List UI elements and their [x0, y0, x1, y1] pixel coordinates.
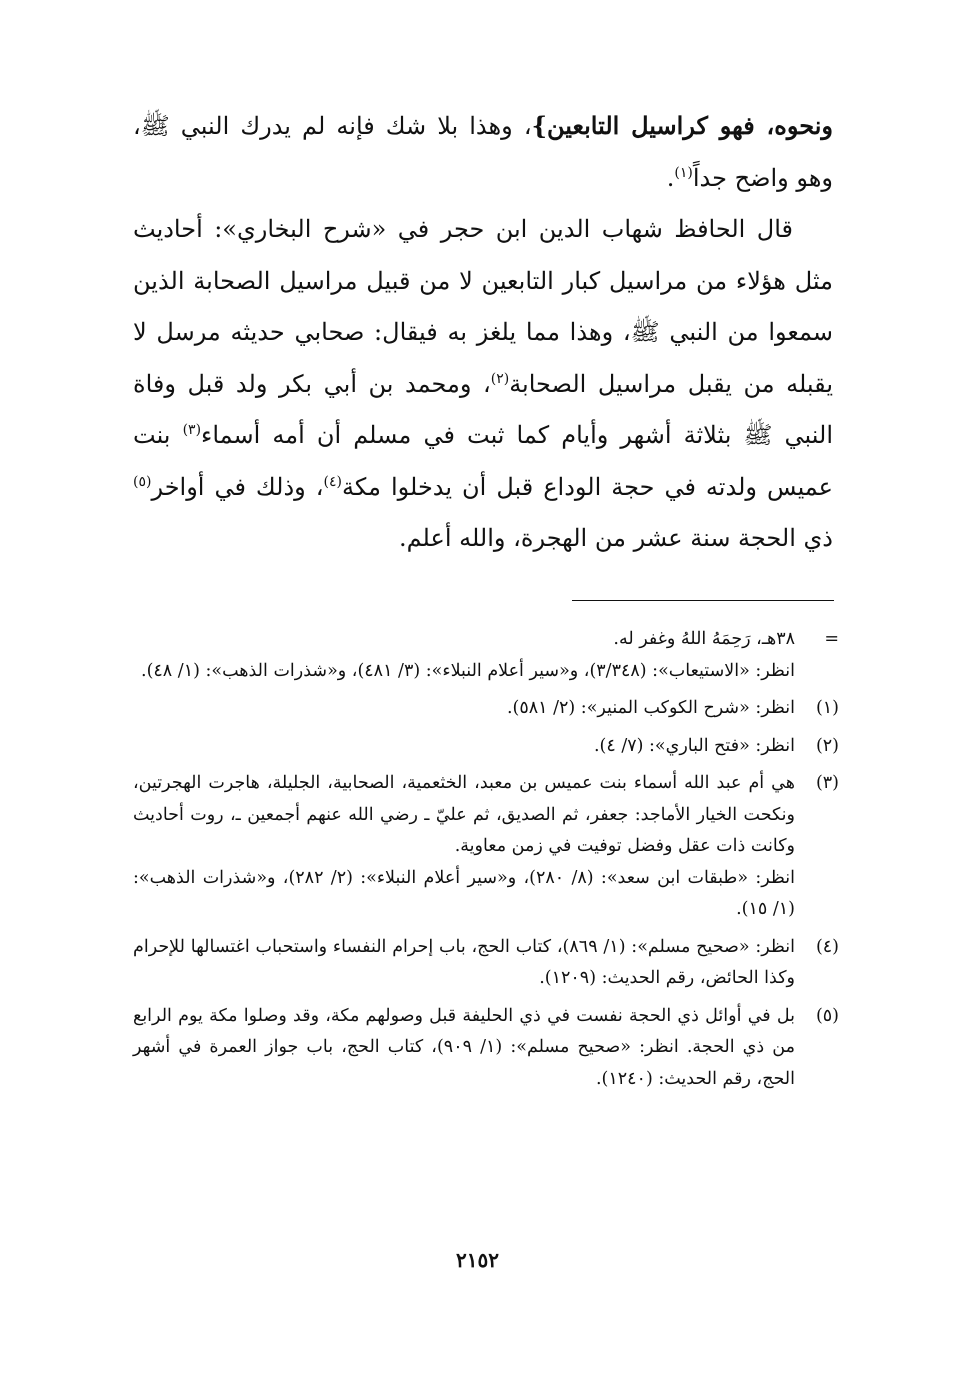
footnote-2-text: انظر: «فتح الباري»: (٧/ ٤).	[593, 735, 795, 756]
paragraph-2-part-a: قال الحافظ شهاب الدين ابن حجر في «شرح البخاري»: أحاديث مثل هؤلاء من مراسيل كبار التابعين لا من قبيل مراسيل الصحابة الذين سمعوا من النبي ﷺ، وهذا مما يلغز به فيقال: صحابي حديثه مرسل لا يقبله من يقبل مراسيل الصحابة	[133, 215, 833, 398]
footnote-ref-5: (٥)	[133, 473, 152, 490]
continuation-marker: =	[824, 629, 839, 649]
page-number: ٢١٥٢	[456, 1248, 499, 1272]
paragraph-2-part-d: ، وذلك في أواخر	[151, 472, 324, 501]
footnote-3-text: هي أم عبد الله أسماء بنت عميس بن معبد، الخثعمية، الصحابية، الجليلة، هاجرت الهجرتين، ونكحت الخيار الأماجد: جعفر، ثم الصديق، ثم عليّ ـ رضي الله عنهم أجمعين ـ، روت أحاديث وكانت ذات عقل وفضل توفيت في زمن معاوية.	[133, 773, 795, 856]
footnotes	[133, 624, 839, 1101]
footnote-3-number: (٣)	[815, 773, 839, 793]
footnote-ref-3: (٣)	[182, 422, 202, 438]
footnote-5	[133, 1001, 839, 1096]
footnote-separator	[572, 600, 834, 601]
paragraph-2-part-e: ذي الحجة سنة عشر من الهجرة، والله أعلم.	[398, 524, 833, 552]
footnote-1-text: انظر: «شرح الكوكب المنير»: (٢/ ٥٨١).	[506, 698, 795, 718]
paragraph-1-text: ، وهذا بلا شك فإنه لم يدرك النبي ﷺ، وهو واضح جداً	[133, 112, 833, 192]
footnote-ref-2: (٢)	[490, 370, 510, 387]
paragraph-1-end: .	[666, 163, 675, 192]
continuation-line-1: ٣٨هـ، رَحِمَهُ اللهُ وغفر له.	[613, 629, 795, 649]
footnote-5-number: (٥)	[815, 1005, 839, 1026]
bold-phrase: ونحوه، فهو كراسيل التابعين}	[531, 111, 833, 140]
footnote-continuation	[133, 624, 839, 687]
footnote-4	[133, 932, 839, 995]
footnote-2-number: (٢)	[815, 735, 839, 756]
footnote-4-number: (٤)	[815, 936, 839, 957]
footnote-5-text: بل في أوائل ذي الحجة نفست في ذي الحليفة قبل وصولهم مكة، وقد وصلوا مكة يوم الرابع من ذي الحجة. انظر: «صحيح مسلم»: (١/ ٩٠٩)، كتاب الحج، باب جواز العمرة في أشهر الحج، رقم الحديث: (١٢٤٠).	[133, 1005, 795, 1089]
paragraph-2-part-b: ، ومحمد بن أبي بكر ولد قبل وفاة النبي ﷺ بثلاثة أشهر وأيام كما ثبت في مسلم أن أمه أسماء	[133, 369, 833, 449]
footnote-4-text: انظر: «صحيح مسلم»: (١/ ٨٦٩)، كتاب الحج، باب إحرام النفساء واستحباب اغتسالها للإحرام وكذا الحائض، رقم الحديث: (١٢٠٩).	[133, 936, 795, 988]
continuation-line-2: انظر: «الاستيعاب»: (٣/٣٤٨)، و«سير أعلام النبلاء»: (٣/ ٤٨١)، و«شذرات الذهب»: (١/ ٤٨).	[141, 660, 795, 681]
paragraph-2	[133, 204, 833, 565]
main-text	[133, 100, 833, 565]
footnote-2	[133, 731, 839, 763]
paragraph-2-part-c: بنت عميس ولدته في حجة الوداع قبل أن يدخلوا مكة	[133, 421, 834, 501]
footnote-ref-1: (١)	[674, 164, 693, 181]
paragraph-1	[133, 100, 833, 204]
footnote-1-number: (١)	[815, 698, 839, 718]
footnote-3	[133, 768, 839, 926]
footnote-ref-4: (٤)	[323, 473, 342, 490]
footnote-1	[133, 693, 839, 725]
footnote-3-text-2: انظر: «طبقات ابن سعد»: (٨/ ٢٨٠)، و«سير أعلام النبلاء»: (٢/ ٢٨٢)، و«شذرات الذهب»: (١/ ١٥).	[133, 867, 795, 919]
